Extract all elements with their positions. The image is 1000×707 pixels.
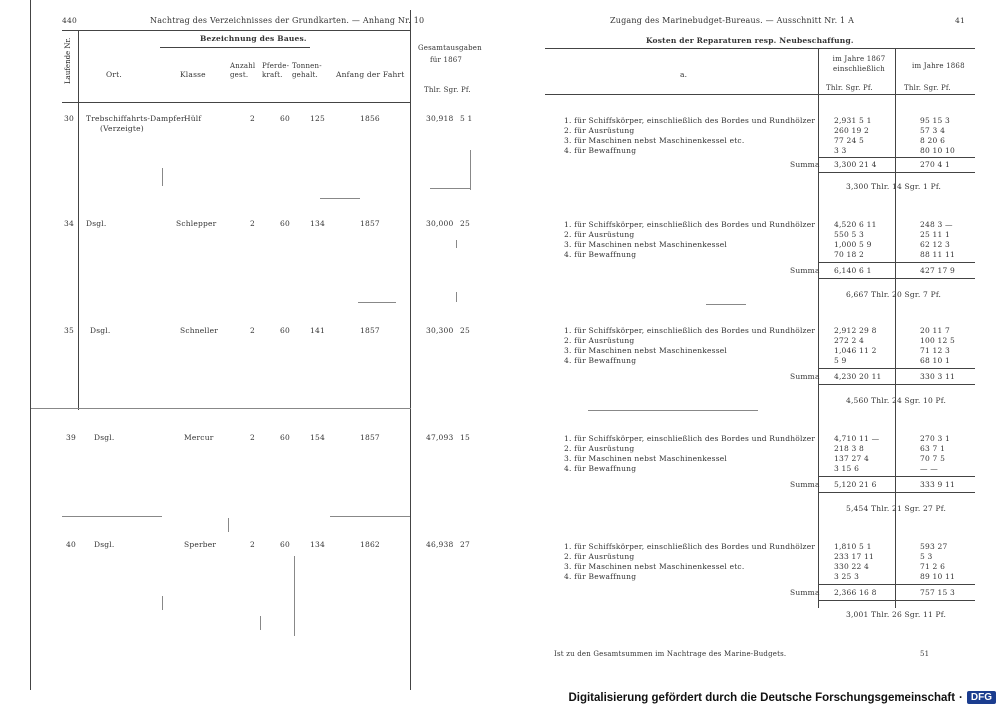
- row-cost: 46,938: [426, 540, 454, 549]
- sum-bottom-rule: [818, 384, 975, 385]
- item-v2: — —: [920, 464, 938, 473]
- row-cost: 30,300: [426, 326, 454, 335]
- item-v2: 62 12 3: [920, 240, 951, 249]
- footer-text: Digitalisierung gefördert durch die Deutsche Forschungsgemeinschaft: [568, 691, 956, 704]
- header-rule: [545, 48, 975, 49]
- item-label: 4. für Bewaffnung: [564, 356, 637, 365]
- item-v2: 89 10 11: [920, 572, 955, 581]
- item-v1: 260 19 2: [834, 126, 869, 135]
- row-a: 2: [250, 540, 255, 549]
- sum-rule: [818, 584, 975, 585]
- rule-mark: [358, 302, 396, 303]
- row-b: 60: [280, 433, 290, 442]
- row-cost: 47,093: [426, 433, 454, 442]
- rule-mark: [430, 188, 470, 189]
- row-b: 60: [280, 219, 290, 228]
- item-v1: 272 2 4: [834, 336, 865, 345]
- row-serial: 40: [66, 540, 76, 549]
- item-v2: 95 15 3: [920, 116, 951, 125]
- item-v1: 3 3: [834, 146, 847, 155]
- col-type-header: Klasse: [180, 70, 206, 79]
- col-cost-sub: für 1867: [430, 56, 463, 64]
- header-rule: [62, 30, 410, 31]
- item-v1: 4,710 11 —: [834, 434, 880, 443]
- row-name: Dsgl.: [94, 540, 115, 549]
- sum2: 330 3 11: [920, 372, 955, 381]
- group-total: 5,454 Thlr. 21 Sgr. 27 Pf.: [846, 504, 947, 513]
- item-label: 2. für Ausrüstung: [564, 444, 635, 453]
- item-label: 2. für Ausrüstung: [564, 336, 635, 345]
- left-page-header: Nachtrag des Verzeichnisses der Grundkarten. — Anhang Nr. 10: [150, 16, 425, 25]
- col-d-header: Anfang der Fahrt: [336, 70, 405, 79]
- sum-rule: [818, 157, 975, 158]
- sum1: 2,366 16 8: [834, 588, 877, 597]
- item-label: 4. für Bewaffnung: [564, 464, 637, 473]
- col-year2-header: im Jahre 1868: [912, 62, 965, 70]
- summe-label: Summa: [790, 160, 820, 169]
- row-c: 125: [310, 114, 325, 123]
- item-v1: 1,810 5 1: [834, 542, 872, 551]
- row-cost: 30,918: [426, 114, 454, 123]
- item-label: 4. für Bewaffnung: [564, 572, 637, 581]
- row-type: Schneller: [180, 326, 219, 335]
- item-label: 1. für Schiffskörper, einschließlich des Bordes und Rundhölzer: [564, 220, 816, 229]
- item-v1: 1,046 11 2: [834, 346, 877, 355]
- left-right-border: [410, 10, 411, 690]
- rule-mark: [260, 616, 261, 630]
- item-label: 3. für Maschinen nebst Maschinenkessel: [564, 454, 727, 463]
- rule-mark: [162, 168, 163, 186]
- sum-rule: [818, 262, 975, 263]
- section-rule: [31, 408, 411, 409]
- rule-mark: [330, 516, 410, 517]
- item-label: 3. für Maschinen nebst Maschinenkessel etc.: [564, 136, 745, 145]
- row-cost-2: 15: [460, 433, 470, 442]
- item-v2: 20 11 7: [920, 326, 951, 335]
- sum-bottom-rule: [818, 278, 975, 279]
- item-label: 2. für Ausrüstung: [564, 126, 635, 135]
- row-c: 154: [310, 433, 325, 442]
- group-total: 6,667 Thlr. 20 Sgr. 7 Pf.: [846, 290, 942, 299]
- sum-bottom-rule: [818, 172, 975, 173]
- row-year: 1857: [360, 219, 380, 228]
- row-name: Dsgl.: [94, 433, 115, 442]
- row-type: Mercur: [184, 433, 214, 442]
- item-v2: 71 2 6: [920, 562, 946, 571]
- sum2: 270 4 1: [920, 160, 951, 169]
- col-year1-header: im Jahre 1867 einschließlich: [832, 55, 886, 73]
- group-header-rule: [160, 47, 310, 48]
- row-cost-2: 25: [460, 326, 470, 335]
- item-v1: 330 22 4: [834, 562, 869, 571]
- sum2: 757 15 3: [920, 588, 955, 597]
- sum-rule: [818, 368, 975, 369]
- dfg-logo: DFG: [967, 691, 996, 704]
- summe-label: Summa: [790, 266, 820, 275]
- item-v1: 3 25 3: [834, 572, 860, 581]
- footnote-number: 51: [920, 650, 930, 658]
- header-bottom-rule: [62, 102, 410, 103]
- row-cost-2: 25: [460, 219, 470, 228]
- sum1: 5,120 21 6: [834, 480, 877, 489]
- row-a: 2: [250, 326, 255, 335]
- col-units2: Thlr. Sgr. Pf.: [904, 84, 951, 92]
- item-label: 2. für Ausrüstung: [564, 552, 635, 561]
- row-name: Dsgl.: [86, 219, 107, 228]
- sum1: 3,300 21 4: [834, 160, 877, 169]
- item-v2: 100 12 5: [920, 336, 955, 345]
- rule-mark: [228, 518, 229, 532]
- item-v1: 5 9: [834, 356, 847, 365]
- item-label: 3. für Maschinen nebst Maschinenkessel: [564, 240, 727, 249]
- summe-label: Summa: [790, 480, 820, 489]
- group-header: Bezeichnung des Baues.: [200, 34, 307, 43]
- right-page-header: Zugang des Marinebudget-Bureaus. — Ausschnitt Nr. 1 A: [610, 16, 855, 25]
- sum2: 427 17 9: [920, 266, 955, 275]
- sum2: 333 9 11: [920, 480, 955, 489]
- col-a-header: Anzahl gest.: [230, 62, 256, 79]
- rule-mark: [456, 292, 457, 302]
- right-page-number: 41: [955, 16, 965, 25]
- col-serial-header: Laufende Nr.: [64, 37, 72, 84]
- row-serial: 30: [64, 114, 74, 123]
- item-v2: 70 7 5: [920, 454, 946, 463]
- row-year: 1857: [360, 433, 380, 442]
- header-bottom-rule: [545, 94, 975, 95]
- row-serial: 39: [66, 433, 76, 442]
- item-v1: 77 24 5: [834, 136, 865, 145]
- item-label: 1. für Schiffskörper, einschließlich des Bordes und Rundhölzer: [564, 542, 816, 551]
- row-a: 2: [250, 433, 255, 442]
- row-b: 60: [280, 540, 290, 549]
- row-type: Hülf: [184, 114, 202, 123]
- row-c: 134: [310, 219, 325, 228]
- col-c-header: Tonnen-gehalt.: [292, 62, 322, 79]
- row-serial: 35: [64, 326, 74, 335]
- footer-separator: ·: [959, 691, 963, 704]
- item-label: 1. für Schiffskörper, einschließlich des Bordes und Rundhölzer: [564, 116, 816, 125]
- item-v2: 25 11 1: [920, 230, 951, 239]
- row-c: 134: [310, 540, 325, 549]
- item-v1: 2,912 29 8: [834, 326, 877, 335]
- dfg-footer: [568, 691, 996, 704]
- row-year: 1856: [360, 114, 380, 123]
- item-v2: 248 3 —: [920, 220, 953, 229]
- row-serial: 34: [64, 219, 74, 228]
- row-name-2: (Verzeigte): [100, 124, 144, 133]
- rule-mark: [470, 150, 471, 190]
- col-cost-units: Thlr. Sgr. Pf.: [424, 86, 471, 94]
- item-v1: 218 3 8: [834, 444, 865, 453]
- row-b: 60: [280, 114, 290, 123]
- item-v2: 8 20 6: [920, 136, 946, 145]
- item-v1: 137 27 4: [834, 454, 869, 463]
- item-v1: 550 5 3: [834, 230, 865, 239]
- item-v2: 71 12 3: [920, 346, 951, 355]
- left-margin-line: [30, 0, 31, 690]
- row-year: 1862: [360, 540, 380, 549]
- item-v2: 57 3 4: [920, 126, 946, 135]
- row-cost-2: 27: [460, 540, 470, 549]
- item-v2: 68 10 1: [920, 356, 951, 365]
- item-label: 4. für Bewaffnung: [564, 146, 637, 155]
- row-c: 141: [310, 326, 325, 335]
- sum-bottom-rule: [818, 492, 975, 493]
- row-type: Schlepper: [176, 219, 217, 228]
- rule-mark: [62, 516, 162, 517]
- item-v1: 1,000 5 9: [834, 240, 872, 249]
- item-v2: 63 7 1: [920, 444, 946, 453]
- col-b-header: Pferde-kraft.: [262, 62, 290, 79]
- sum-rule: [818, 476, 975, 477]
- rule-mark: [162, 596, 163, 610]
- item-label: 3. für Maschinen nebst Maschinenkessel etc.: [564, 562, 745, 571]
- group-total: 3,001 Thlr. 26 Sgr. 11 Pf.: [846, 610, 947, 619]
- item-label: 3. für Maschinen nebst Maschinenkessel: [564, 346, 727, 355]
- item-v1: 70 18 2: [834, 250, 865, 259]
- serial-column-rule: [78, 30, 79, 410]
- col-name-header: Ort.: [106, 70, 122, 79]
- item-v2: 5 3: [920, 552, 933, 561]
- item-v1: 2,931 5 1: [834, 116, 872, 125]
- left-page-number: 440: [62, 16, 77, 25]
- col-center-header: a.: [680, 70, 688, 79]
- item-label: 1. für Schiffskörper, einschließlich des Bordes und Rundhölzer: [564, 326, 816, 335]
- footnote: Ist zu den Gesamtsummen im Nachtrage des Marine-Budgets.: [554, 650, 787, 658]
- item-v2: 88 11 11: [920, 250, 955, 259]
- item-v1: 4,520 6 11: [834, 220, 877, 229]
- sum1: 6,140 6 1: [834, 266, 872, 275]
- sum-bottom-rule: [818, 600, 975, 601]
- right-subheader: Kosten der Reparaturen resp. Neubeschaffung.: [646, 36, 854, 45]
- item-v2: 270 3 1: [920, 434, 951, 443]
- separator: [706, 304, 746, 305]
- col-rule-2: [895, 48, 896, 608]
- item-v2: 593 27: [920, 542, 948, 551]
- row-name: Dsgl.: [90, 326, 111, 335]
- rule-mark: [294, 556, 295, 636]
- rule-mark: [320, 198, 360, 199]
- separator: [588, 410, 758, 411]
- item-label: 2. für Ausrüstung: [564, 230, 635, 239]
- group-total: 3,300 Thlr. 14 Sgr. 1 Pf.: [846, 182, 942, 191]
- row-b: 60: [280, 326, 290, 335]
- col-rule-1: [818, 48, 819, 608]
- summe-label: Summa: [790, 588, 820, 597]
- row-a: 2: [250, 219, 255, 228]
- row-cost: 30,000: [426, 219, 454, 228]
- row-a: 2: [250, 114, 255, 123]
- row-cost-2: 5 1: [460, 114, 473, 123]
- group-total: 4,560 Thlr. 24 Sgr. 10 Pf.: [846, 396, 947, 405]
- item-v1: 3 15 6: [834, 464, 860, 473]
- item-v2: 80 10 10: [920, 146, 955, 155]
- cost-column-rule: [410, 30, 411, 102]
- row-type: Sperber: [184, 540, 217, 549]
- col-cost-header: Gesamtausgaben: [418, 44, 482, 52]
- sum1: 4,230 20 11: [834, 372, 882, 381]
- item-v1: 233 17 11: [834, 552, 874, 561]
- row-year: 1857: [360, 326, 380, 335]
- item-label: 4. für Bewaffnung: [564, 250, 637, 259]
- summe-label: Summa: [790, 372, 820, 381]
- row-name: Trebschiffahrts-Dampfer: [86, 114, 185, 123]
- rule-mark: [456, 240, 457, 248]
- item-label: 1. für Schiffskörper, einschließlich des Bordes und Rundhölzer: [564, 434, 816, 443]
- col-units1: Thlr. Sgr. Pf.: [826, 84, 873, 92]
